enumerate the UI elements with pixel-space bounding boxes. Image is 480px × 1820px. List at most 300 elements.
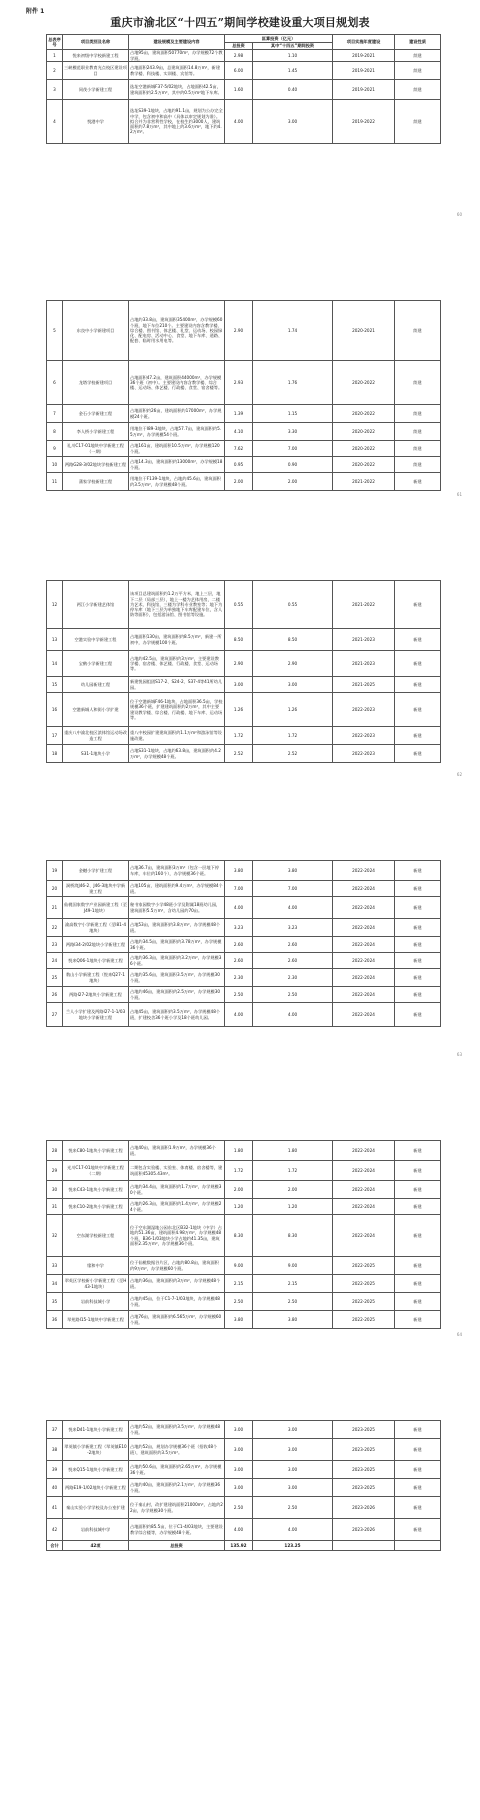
table-row — [47, 1275, 441, 1293]
row-content: 占地面积130亩，建筑面积约8.5万m²，新建一所初中，办学规模100个班。 — [129, 629, 225, 651]
row-total-investment: 2.15 — [225, 1275, 253, 1293]
total-investment-label: 总投资 — [129, 1541, 225, 1551]
table-row — [47, 361, 441, 405]
row-nature: 新建 — [395, 987, 441, 1003]
row-content: 占地面积243.9亩，总建筑面积14.8万m²，新建教学楼、科技楼、实训楼、宾馆等。 — [129, 62, 225, 80]
row-seq: 4 — [47, 100, 63, 144]
row-years: 2022-2025 — [333, 1311, 395, 1329]
row-period-investment: 3.00 — [253, 1479, 333, 1497]
table-row — [47, 953, 441, 969]
row-period-investment: 1.80 — [253, 1141, 333, 1161]
row-project-name: 空东湖学校新建工程 — [63, 1215, 129, 1257]
row-period-investment: 3.80 — [253, 1311, 333, 1329]
row-period-investment: 1.15 — [253, 405, 333, 423]
row-nature: 新建 — [395, 1199, 441, 1215]
row-years: 2022-2024 — [333, 987, 395, 1003]
row-period-investment: 1.26 — [253, 693, 333, 727]
row-project-name: 洞桥湾J46-2、J46-3地块中学新建工程 — [63, 881, 129, 897]
row-years: 2022-2024 — [333, 953, 395, 969]
table-row — [47, 651, 441, 677]
row-project-name: 两路I34-2/02地块小学新建工程 — [63, 937, 129, 953]
row-nature: 新建 — [395, 1257, 441, 1275]
row-total-investment: 2.93 — [225, 361, 253, 405]
row-seq: 28 — [47, 1141, 63, 1161]
row-years: 2020-2022 — [333, 405, 395, 423]
row-project-name: 悦来C10-2地块小学新建工程 — [63, 1199, 129, 1215]
row-project-name: 两路E19-1/02地块小学新建工程 — [63, 1479, 129, 1497]
row-years: 2022-2024 — [333, 1181, 395, 1199]
row-seq: 16 — [47, 693, 63, 727]
row-nature: 新建 — [395, 953, 441, 969]
row-period-investment: 7.00 — [253, 881, 333, 897]
plan-table-page-1 — [46, 34, 441, 144]
row-content: 占地约35.6亩，建筑面积3.5万m²，办学规模30个班。 — [129, 969, 225, 987]
row-total-investment: 1.72 — [225, 1161, 253, 1181]
row-total-investment: 7.00 — [225, 881, 253, 897]
plan-table-page-6 — [46, 1420, 441, 1551]
row-total-investment: 3.80 — [225, 861, 253, 881]
row-seq: 17 — [47, 727, 63, 745]
table-row — [47, 1215, 441, 1257]
row-project-name: 悦来C43-1地块小学新建工程 — [63, 1181, 129, 1199]
row-nature: 新建 — [395, 1181, 441, 1199]
row-period-investment: 0.40 — [253, 80, 333, 100]
row-content: 占地95亩，建筑面积50770m²，办学规模72个教学班。 — [130, 50, 223, 61]
row-project-name: 悦来Q06-1地块小学新建工程 — [63, 953, 129, 969]
row-nature: 新建 — [395, 881, 441, 897]
row-seq: 5 — [47, 301, 63, 361]
table-row — [47, 727, 441, 745]
row-seq: 40 — [47, 1479, 63, 1497]
table-row — [47, 581, 441, 629]
page-number: 63 — [456, 1052, 462, 1057]
total-count: 42项 — [63, 1541, 129, 1551]
table-row — [47, 441, 441, 457]
row-seq: 12 — [47, 581, 63, 629]
table-row — [47, 1311, 441, 1329]
table-row — [47, 62, 441, 80]
row-period-investment: 2.50 — [253, 1293, 333, 1311]
document-title: 重庆市渝北区“十四五”期间学校建设重大项目规划表 — [110, 16, 370, 29]
table-row — [47, 1519, 441, 1541]
row-content: 该项目总建筑面积约1.2万平方米，地上三层，地下二层（局部三层），地上一楼为艺体用房，二楼为艺术、科技馆，三楼为学科专业教室等；地下为停车库（地下三层为单独地下车库配建车位，含人防等面积），包括游泳馆、图书馆等设施。 — [129, 581, 225, 629]
total-empty-cell — [333, 1541, 395, 1551]
table-row — [47, 1257, 441, 1275]
row-nature: 新建 — [395, 1215, 441, 1257]
row-period-investment: 0.55 — [253, 581, 333, 629]
row-years: 2021-2022 — [333, 473, 395, 491]
row-project-name: 悦来D41-1地块小学新建工程 — [63, 1421, 129, 1439]
row-nature: 新建 — [395, 581, 441, 629]
row-period-investment: 1.72 — [253, 1161, 333, 1181]
row-total-investment: 9.00 — [225, 1257, 253, 1275]
row-total-investment: 2.98 — [225, 50, 253, 62]
row-total-investment: 4.00 — [225, 1003, 253, 1027]
row-seq: 22 — [47, 919, 63, 937]
row-seq: 35 — [47, 1293, 63, 1311]
row-period-investment: 2.60 — [253, 937, 333, 953]
table-row — [47, 301, 441, 361]
row-seq: 36 — [47, 1311, 63, 1329]
row-project-name: 秦山实验小学学校及办公室扩建 — [63, 1497, 129, 1519]
row-total-investment: 6.00 — [225, 62, 253, 80]
row-total-investment: 7.62 — [225, 441, 253, 457]
row-total-investment: 2.90 — [225, 301, 253, 361]
row-nature: 续建 — [395, 100, 441, 144]
row-content: 重八中校园扩建建筑面积约1.1万m²和游泳馆等设施改建。 — [129, 727, 225, 745]
row-total-investment: 0.55 — [225, 581, 253, 629]
row-period-investment: 7.00 — [253, 441, 333, 457]
row-period-investment: 2.30 — [253, 969, 333, 987]
table-row — [47, 937, 441, 953]
row-seq: 6 — [47, 361, 63, 405]
row-period-investment: 2.00 — [253, 473, 333, 491]
row-total-investment: 1.20 — [225, 1199, 253, 1215]
row-content: 占地40亩，建筑面积1.9万m²，办学规模36个班。 — [129, 1141, 225, 1161]
row-nature: 续建 — [395, 441, 441, 457]
row-years: 2022-2024 — [333, 969, 395, 987]
table-row — [47, 1003, 441, 1027]
row-nature: 新建 — [395, 861, 441, 881]
row-period-investment: 0.90 — [253, 457, 333, 473]
table-row — [47, 693, 441, 727]
row-years: 2021-2025 — [333, 677, 395, 693]
row-nature: 新建 — [395, 897, 441, 919]
row-nature: 新建 — [395, 1421, 441, 1439]
row-total-investment: 1.26 — [225, 693, 253, 727]
row-period-investment: 2.15 — [253, 1275, 333, 1293]
row-seq: 7 — [47, 405, 63, 423]
plan-table-page-4 — [46, 860, 441, 1027]
table-row — [47, 745, 441, 763]
row-nature: 续建 — [395, 405, 441, 423]
table-row — [47, 1141, 441, 1161]
table-row — [47, 1161, 441, 1181]
plan-table-page-5 — [46, 1140, 441, 1329]
row-total-investment: 2.60 — [225, 953, 253, 969]
row-project-name: 渝高数字小学新建工程（至I81-4地块） — [63, 919, 129, 937]
row-nature: 续建 — [395, 80, 441, 100]
row-period-investment: 3.00 — [253, 1439, 333, 1461]
row-project-name: 岩前科技城中学 — [63, 1519, 129, 1541]
row-nature: 续建 — [395, 457, 441, 473]
row-period-investment: 2.50 — [253, 1497, 333, 1519]
row-content: 占地约33.8亩，建筑面积35400m²，办学规模60个班，地下车位210个。主要建设内容含教学楼、综合楼、图书馆、体艺楼、礼堂、运动场、校园绿化、配电房、活动中心、食堂、地下车库、道路、配套、临时用水用电等。 — [129, 301, 225, 361]
row-project-name: 悦来Q15-1地块小学新建工程 — [63, 1461, 129, 1479]
row-seq: 19 — [47, 861, 63, 881]
row-seq: 1 — [47, 50, 63, 62]
row-seq: 25 — [47, 969, 63, 987]
row-nature: 新建 — [395, 651, 441, 677]
attachment-label: 附件 1 — [26, 8, 45, 15]
row-total-investment: 8.30 — [225, 1215, 253, 1257]
row-total-investment: 2.52 — [225, 745, 253, 763]
row-seq: 8 — [47, 423, 63, 441]
row-nature: 新建 — [395, 727, 441, 745]
row-nature: 新建 — [395, 1161, 441, 1181]
row-total-investment: 1.72 — [225, 727, 253, 745]
row-project-name: 三峡模范职业教育光点校区建设项目 — [63, 62, 129, 80]
plan-table-page-3 — [46, 580, 441, 763]
row-period-investment: 1.76 — [253, 361, 333, 405]
row-content: 占地约42.5亩，建筑面积约3万m²，主要建设教学楼、宿舍楼、体艺楼、行政楼、食堂、运动场等。 — [129, 651, 225, 677]
row-content: 秘书家园数字小学48班小学及附属18班幼儿园，建筑面积5.5万m²，含幼儿园约70亩。 — [129, 897, 225, 919]
row-years: 2021-2022 — [333, 581, 395, 629]
page-number: 61 — [456, 492, 462, 497]
row-period-investment: 2.90 — [253, 651, 333, 677]
row-total-investment: 3.23 — [225, 919, 253, 937]
header-nature: 建设性质 — [395, 35, 441, 50]
row-seq: 14 — [47, 651, 63, 677]
row-nature: 新建 — [395, 473, 441, 491]
row-years: 2023-2025 — [333, 1461, 395, 1479]
row-content: 占地面积约85.5亩，位于C1-4/03地块，主要建设教学综合楼等，办学规模48个班。 — [129, 1519, 225, 1541]
row-seq: 42 — [47, 1519, 63, 1541]
row-content: 选址S39-1地块，占地约91.1亩，规划为公办完全中学，包含初中和高中（具体以审定规划为准）。拟合并为非营利性学校，在校生约3000人，建筑面积约7.8万m²，其中地上约3.6万m²，地下约4.2万m²。 — [129, 100, 225, 144]
row-years: 2020-2022 — [333, 441, 395, 457]
row-project-name: 兰人小学扩建及两路I27-1-1/03地块小学新建工程 — [63, 1003, 129, 1027]
table-row — [47, 473, 441, 491]
row-project-name: 岩前科技城小学 — [63, 1293, 129, 1311]
row-years: 2021-2023 — [333, 651, 395, 677]
row-seq: 2 — [47, 62, 63, 80]
row-project-name: 蒲家学校新建工程 — [63, 473, 129, 491]
row-seq: 10 — [47, 457, 63, 473]
row-content: 用地位于F139-1地块，占地约45.6亩，建筑面积约3.5万m²，办学规模48个班。 — [129, 473, 225, 491]
row-seq: 20 — [47, 881, 63, 897]
row-content: 选址空港新城F37-5/02地块，占地面积42.5亩，建筑面积约2.5万m²，其中约0.5万m²地下车库。 — [129, 80, 225, 100]
row-project-name: 翠苑路I15-1地块中学新建工程 — [63, 1311, 129, 1329]
row-project-name: 同茂小学新建工程 — [63, 80, 129, 100]
row-nature: 新建 — [395, 919, 441, 937]
table-row — [47, 987, 441, 1003]
row-project-name: 数山小学新建工程（悦来Q27-1地块） — [63, 969, 129, 987]
row-seq: 37 — [47, 1421, 63, 1439]
row-years: 2019-2021 — [333, 80, 395, 100]
row-seq: 39 — [47, 1461, 63, 1479]
row-project-name: 两路I27-2地块小学新建工程 — [63, 987, 129, 1003]
row-seq: 11 — [47, 473, 63, 491]
row-period-investment: 8.30 — [253, 1215, 333, 1257]
row-period-investment: 8.50 — [253, 629, 333, 651]
row-nature: 新建 — [395, 1275, 441, 1293]
row-seq: 3 — [47, 80, 63, 100]
row-years: 2022-2024 — [333, 919, 395, 937]
row-project-name: 悦来C80-1地块小学新建工程 — [63, 1141, 129, 1161]
row-content: 占地S31-1地块，占地约63.8亩，建筑面积约4.2万m²，办学规模48个班。 — [129, 745, 225, 763]
row-total-investment: 2.50 — [225, 1497, 253, 1519]
row-period-investment: 4.00 — [253, 897, 333, 919]
row-nature: 新建 — [395, 1497, 441, 1519]
row-project-name: 宝鹤小学新建工程 — [63, 651, 129, 677]
row-nature: 新建 — [395, 1519, 441, 1541]
row-content: 占地约34.4亩，建筑面积约1.7万m²，办学规模30个班。 — [129, 1181, 225, 1199]
row-seq: 33 — [47, 1257, 63, 1275]
table-row — [47, 1479, 441, 1497]
row-project-name: 金石小学新建工程 — [63, 405, 129, 423]
row-seq: 41 — [47, 1497, 63, 1519]
row-project-name: 悦港中学 — [63, 100, 129, 144]
header-content: 建设规模及主要建设内容 — [129, 35, 225, 50]
row-period-investment: 3.80 — [253, 861, 333, 881]
row-project-name: 空港新城人和街小学扩建 — [63, 693, 129, 727]
table-row — [47, 919, 441, 937]
row-content: 位于空港新城F46-1地块，占地面积36.5亩，学校规模36个班，扩建建筑面积约2万m²，其中主要建设教学楼、综合楼、行政楼、地下车库、运动场等。 — [129, 693, 225, 727]
row-nature: 续建 — [395, 301, 441, 361]
row-project-name: 礼川C17-01地块中学新建工程（一期） — [63, 441, 129, 457]
row-project-name: 缘和中学 — [63, 1257, 129, 1275]
row-years: 2023-2025 — [333, 1479, 395, 1497]
table-row — [47, 1421, 441, 1439]
row-years: 2020-2021 — [333, 301, 395, 361]
row-total-investment: 3.80 — [225, 1311, 253, 1329]
row-years: 2019-2021 — [333, 50, 395, 62]
row-project-name: 两江小学新建艺体馆 — [63, 581, 129, 629]
row-total-investment: 4.10 — [225, 423, 253, 441]
row-period-investment: 1.72 — [253, 727, 333, 745]
row-seq: 23 — [47, 937, 63, 953]
row-period-investment: 1.74 — [253, 301, 333, 361]
row-nature: 续建 — [395, 361, 441, 405]
table-row — [47, 80, 441, 100]
row-period-investment: 3.00 — [253, 1421, 333, 1439]
row-content: 占地约26.3亩，建筑面积约1.4万m²，办学规模24个班。 — [129, 1199, 225, 1215]
header-invest: 匡算投资（亿元） — [225, 35, 333, 43]
table-row — [47, 100, 441, 144]
row-period-investment: 3.23 — [253, 919, 333, 937]
row-project-name: 悦来初级中学校新建工程 — [63, 50, 129, 62]
row-total-investment: 2.00 — [225, 1181, 253, 1199]
row-period-investment: 2.52 — [253, 745, 333, 763]
total-period-investment: 123.25 — [253, 1541, 333, 1551]
total-empty-cell — [395, 1541, 441, 1551]
row-nature: 新建 — [395, 677, 441, 693]
row-nature: 新建 — [395, 1479, 441, 1497]
row-years: 2022-2025 — [333, 1275, 395, 1293]
row-total-investment: 4.00 — [225, 1519, 253, 1541]
row-years: 2022-2024 — [333, 881, 395, 897]
row-content: 占地14.3亩，建筑面积约13000m²，办学规模18个班。 — [129, 457, 225, 473]
row-years: 2019-2021 — [333, 62, 395, 80]
table-row — [47, 405, 441, 423]
row-total-investment: 1.80 — [225, 1141, 253, 1161]
header-invest-total: 总投资 — [225, 43, 253, 50]
row-project-name: 金樾小学扩建工程 — [63, 861, 129, 881]
row-nature: 续建 — [395, 62, 441, 80]
row-nature: 新建 — [395, 629, 441, 651]
row-project-name: 翠英镇小学新建工程（翠英镇E10-2地块） — [63, 1439, 129, 1461]
row-project-name: 龙塔学校新建项目 — [63, 361, 129, 405]
row-period-investment: 1.10 — [253, 50, 333, 62]
row-content: 占地约50.6亩，建筑面积约2.65万m²，办学规模36个班。 — [129, 1461, 225, 1479]
total-investment: 135.92 — [225, 1541, 253, 1551]
row-nature: 新建 — [395, 1461, 441, 1479]
row-years: 2022-2024 — [333, 861, 395, 881]
row-period-investment: 9.00 — [253, 1257, 333, 1275]
row-total-investment: 2.00 — [225, 473, 253, 491]
table-row — [47, 861, 441, 881]
total-label: 合计 — [47, 1541, 63, 1551]
row-total-investment: 2.30 — [225, 969, 253, 987]
row-content: 占地76亩，建筑面积约6.565万m²，办学规模60个班。 — [129, 1311, 225, 1329]
row-period-investment: 4.00 — [253, 1519, 333, 1541]
row-seq: 15 — [47, 677, 63, 693]
row-seq: 18 — [47, 745, 63, 763]
row-nature: 新建 — [395, 1141, 441, 1161]
table-row — [47, 629, 441, 651]
row-content: 占地约36亩，建筑面积约3万m²，办学规模48个班。 — [129, 1275, 225, 1293]
row-content: 占地36.7亩，建筑面积3万m²（包含一层地下停车库，车位约160个），办学规模36个班。 — [129, 861, 225, 881]
row-total-investment: 2.90 — [225, 651, 253, 677]
row-years: 2020-2022 — [333, 423, 395, 441]
row-period-investment: 2.60 — [253, 953, 333, 969]
row-total-investment: 2.60 — [225, 937, 253, 953]
row-total-investment: 0.95 — [225, 457, 253, 473]
table-row — [47, 50, 441, 62]
row-years: 2021-2023 — [333, 629, 395, 651]
row-years: 2022-2024 — [333, 1161, 395, 1181]
row-nature: 新建 — [395, 693, 441, 727]
row-total-investment: 3.00 — [225, 677, 253, 693]
row-project-name: 幼儿园新建工程 — [63, 677, 129, 693]
row-years: 2022-2024 — [333, 1199, 395, 1215]
row-years: 2023-2025 — [333, 1439, 395, 1461]
row-nature: 新建 — [395, 969, 441, 987]
table-row — [47, 969, 441, 987]
row-years: 2020-2022 — [333, 361, 395, 405]
row-total-investment: 4.00 — [225, 897, 253, 919]
row-years: 2019-2022 — [333, 100, 395, 144]
row-period-investment: 4.00 — [253, 1003, 333, 1027]
row-project-name: 空港实验中学新建工程 — [63, 629, 129, 651]
row-project-name: 翠英区学校新小学新建工程（至H43-1地块） — [63, 1275, 129, 1293]
row-content: 占地约46亩，建筑面积约2.5万m²，办学规模30个班。 — [129, 987, 225, 1003]
row-nature: 新建 — [395, 1439, 441, 1461]
row-total-investment: 3.00 — [225, 1479, 253, 1497]
header-invest-period: 其中“十四五”期间投资 — [253, 43, 333, 50]
row-total-investment: 3.00 — [225, 1461, 253, 1479]
row-content: 占地约52亩，建筑面积约3.5万m²，办学规模48个班。 — [129, 1421, 225, 1439]
row-years: 2022-2023 — [333, 745, 395, 763]
row-years: 2022-2023 — [333, 727, 395, 745]
row-period-investment: 3.30 — [253, 423, 333, 441]
row-content: 位于仙桃数据谷片区，占地约80.8亩，建筑面积约9万m²，办学规模60个班。 — [129, 1257, 225, 1275]
row-years: 2022-2024 — [333, 897, 395, 919]
row-period-investment: 1.45 — [253, 62, 333, 80]
row-content: 占地45亩，建筑面积约3.5万m²，办学规模48个班，扩建校舍36个班小学及18个班幼儿园。 — [129, 1003, 225, 1027]
row-project-name: 李人桥小学新建工程 — [63, 423, 129, 441]
row-years: 2023-2026 — [333, 1519, 395, 1541]
row-total-investment: 8.50 — [225, 629, 253, 651]
plan-table-page-2 — [46, 300, 441, 491]
row-period-investment: 3.00 — [253, 1461, 333, 1479]
row-nature: 新建 — [395, 1293, 441, 1311]
row-seq: 13 — [47, 629, 63, 651]
row-years: 2022-2025 — [333, 1293, 395, 1311]
table-row — [47, 1199, 441, 1215]
row-years: 2022-2024 — [333, 1215, 395, 1257]
table-row — [47, 423, 441, 441]
row-project-name: 光川C17-01地块中学新建工程（二期） — [63, 1161, 129, 1181]
row-seq: 29 — [47, 1161, 63, 1181]
row-content: 占地约34.5亩，建筑面积约3.78万m²，办学规模36个班。 — [129, 937, 225, 953]
row-total-investment: 3.00 — [225, 1439, 253, 1461]
row-seq: 31 — [47, 1199, 63, 1215]
row-period-investment: 1.20 — [253, 1199, 333, 1215]
row-total-investment: 1.39 — [225, 405, 253, 423]
page-number: 60 — [456, 212, 462, 217]
row-years: 2023-2025 — [333, 1421, 395, 1439]
